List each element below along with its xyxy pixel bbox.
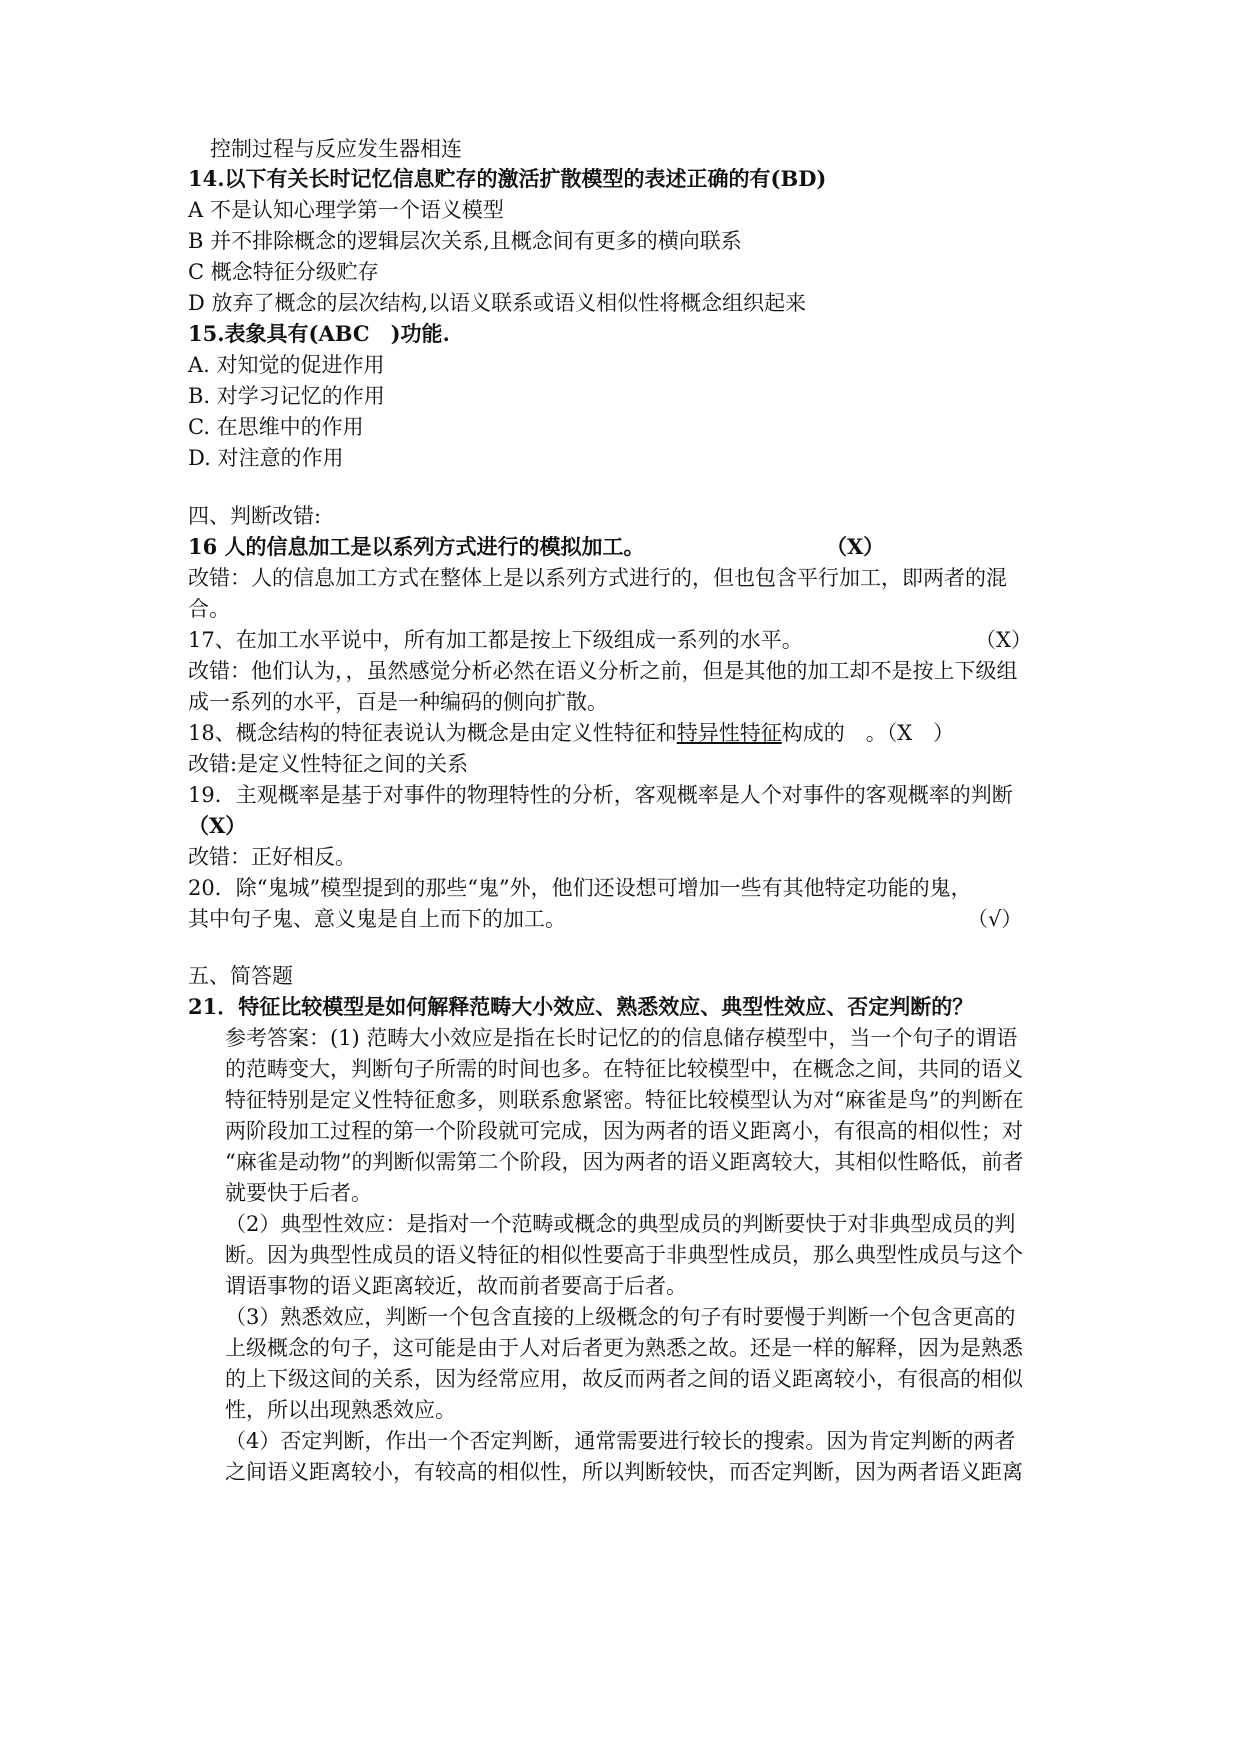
q21-answer-line: 断。因为典型性成员的语义特征的相似性要高于非典型性成员，那么典型性成员与这个: [225, 1243, 1023, 1267]
q20-line2: 其中句子鬼、意义鬼是自上而下的加工。: [188, 907, 566, 931]
q21-answer-line: 上级概念的句子，这可能是由于人对后者更为熟悉之故。还是一样的解释，因为是熟悉: [225, 1336, 1023, 1360]
q14-stem: 14.以下有关长时记忆信息贮存的激活扩散模型的表述正确的有(BD): [188, 166, 827, 191]
section4-heading: 四、判断改错:: [188, 504, 322, 528]
q13-tail-text: 控制过程与反应发生器相连: [210, 137, 462, 161]
q17-mark: （X）: [975, 628, 1032, 652]
q21-answer-line: 特征特别是定义性特征愈多，则联系愈紧密。特征比较模型认为对“麻雀是鸟”的判断在: [225, 1088, 1024, 1112]
q20-mark: （√）: [967, 907, 1023, 931]
q21-answer-line: 谓语事物的语义距离较近，故而前者要高于后者。: [225, 1274, 687, 1298]
q15-option-c: C. 在思维中的作用: [188, 415, 364, 439]
q21-stem: 21．特征比较模型是如何解释范畴大小效应、熟悉效应、典型性效应、否定判断的？: [188, 994, 974, 1019]
q17-fix-line2: 成一系列的水平，百是一种编码的侧向扩散。: [188, 690, 608, 714]
q21-answer-line: “麻雀是动物”的判断似需第二个阶段，因为两者的语义距离较大，其相似性略低，前者: [225, 1150, 1024, 1174]
q18-stem-underlined: 特异性特征: [676, 721, 782, 745]
q21-answer-line: 就要快于后者。: [225, 1181, 372, 1205]
section5-heading: 五、简答题: [188, 964, 293, 988]
q18-stem: [188, 717, 954, 749]
q21-answer-line: 之间语义距离较小，有较高的相似性，所以判断较快，而否定判断，因为两者语义距离: [225, 1460, 1023, 1484]
q14-option-b: B 并不排除概念的逻辑层次关系,且概念间有更多的横向联系: [188, 229, 742, 253]
q21-answer-line: （2）典型性效应：是指对一个范畴或概念的典型成员的判断要快于对非典型成员的判: [225, 1212, 1016, 1236]
q16-fix-line2: 合。: [188, 597, 230, 621]
q17-fix-line1: 改错：他们认为，，虽然感觉分析必然在语义分析之前，但是其他的加工却不是按上下级组: [188, 659, 1018, 683]
q19-stem: 19．主观概率是基于对事件的物理特性的分析，客观概率是人个对事件的客观概率的判断: [188, 783, 1013, 807]
q21-answer-line: 性，所以出现熟悉效应。: [225, 1398, 456, 1422]
q21-answer-line: 参考答案：(1) 范畴大小效应是指在长时记忆的的信息储存模型中，当一个句子的谓语: [225, 1026, 1018, 1050]
q21-answer-line: （4）否定判断，作出一个否定判断，通常需要进行较长的搜索。因为肯定判断的两者: [225, 1429, 1016, 1453]
q16-mark: （X）: [826, 534, 885, 559]
q15-option-b: B. 对学习记忆的作用: [188, 384, 385, 408]
q16-fix-line1: 改错：人的信息加工方式在整体上是以系列方式进行的，但也包含平行加工，即两者的混: [188, 566, 1007, 590]
q21-answer-line: 两阶段加工过程的第一个阶段就可完成，因为两者的语义距离小，有很高的相似性；对: [225, 1119, 1023, 1143]
q15-stem: 15.表象具有(ABC )功能.: [188, 321, 450, 346]
q17-stem: 17、在加工水平说中，所有加工都是按上下级组成一系列的水平。: [188, 628, 803, 652]
q19-fix: 改错：正好相反。: [188, 845, 356, 869]
q14-option-d: D 放弃了概念的层次结构,以语义联系或语义相似性将概念组织起来: [188, 291, 807, 315]
q21-answer-line: （3）熟悉效应，判断一个包含直接的上级概念的句子有时要慢于判断一个包含更高的: [225, 1305, 1016, 1329]
q15-option-a: A. 对知觉的促进作用: [188, 353, 385, 377]
q20-line1: 20．除“鬼城”模型提到的那些“鬼”外，他们还设想可增加一些有其他特定功能的鬼，: [188, 876, 972, 900]
q21-answer-line: 的范畴变大，判断句子所需的时间也多。在特征比较模型中，在概念之间，共同的语义: [225, 1057, 1023, 1081]
q15-option-d: D. 对注意的作用: [188, 446, 344, 470]
q18-stem-part2: 构成的 。（X ）: [781, 721, 955, 745]
q14-option-a: A 不是认知心理学第一个语义模型: [188, 198, 504, 222]
q18-fix: 改错:是定义性特征之间的关系: [188, 752, 469, 776]
q18-stem-part1: 18、概念结构的特征表说认为概念是由定义性特征和: [188, 721, 677, 745]
q14-option-c: C 概念特征分级贮存: [188, 260, 379, 284]
q21-answer-line: 的上下级这间的关系，因为经常应用，故反而两者之间的语义距离较小，有很高的相似: [225, 1367, 1023, 1391]
q16-stem: 16 人的信息加工是以系列方式进行的模拟加工。: [188, 534, 645, 559]
q19-mark: （X）: [188, 813, 247, 838]
